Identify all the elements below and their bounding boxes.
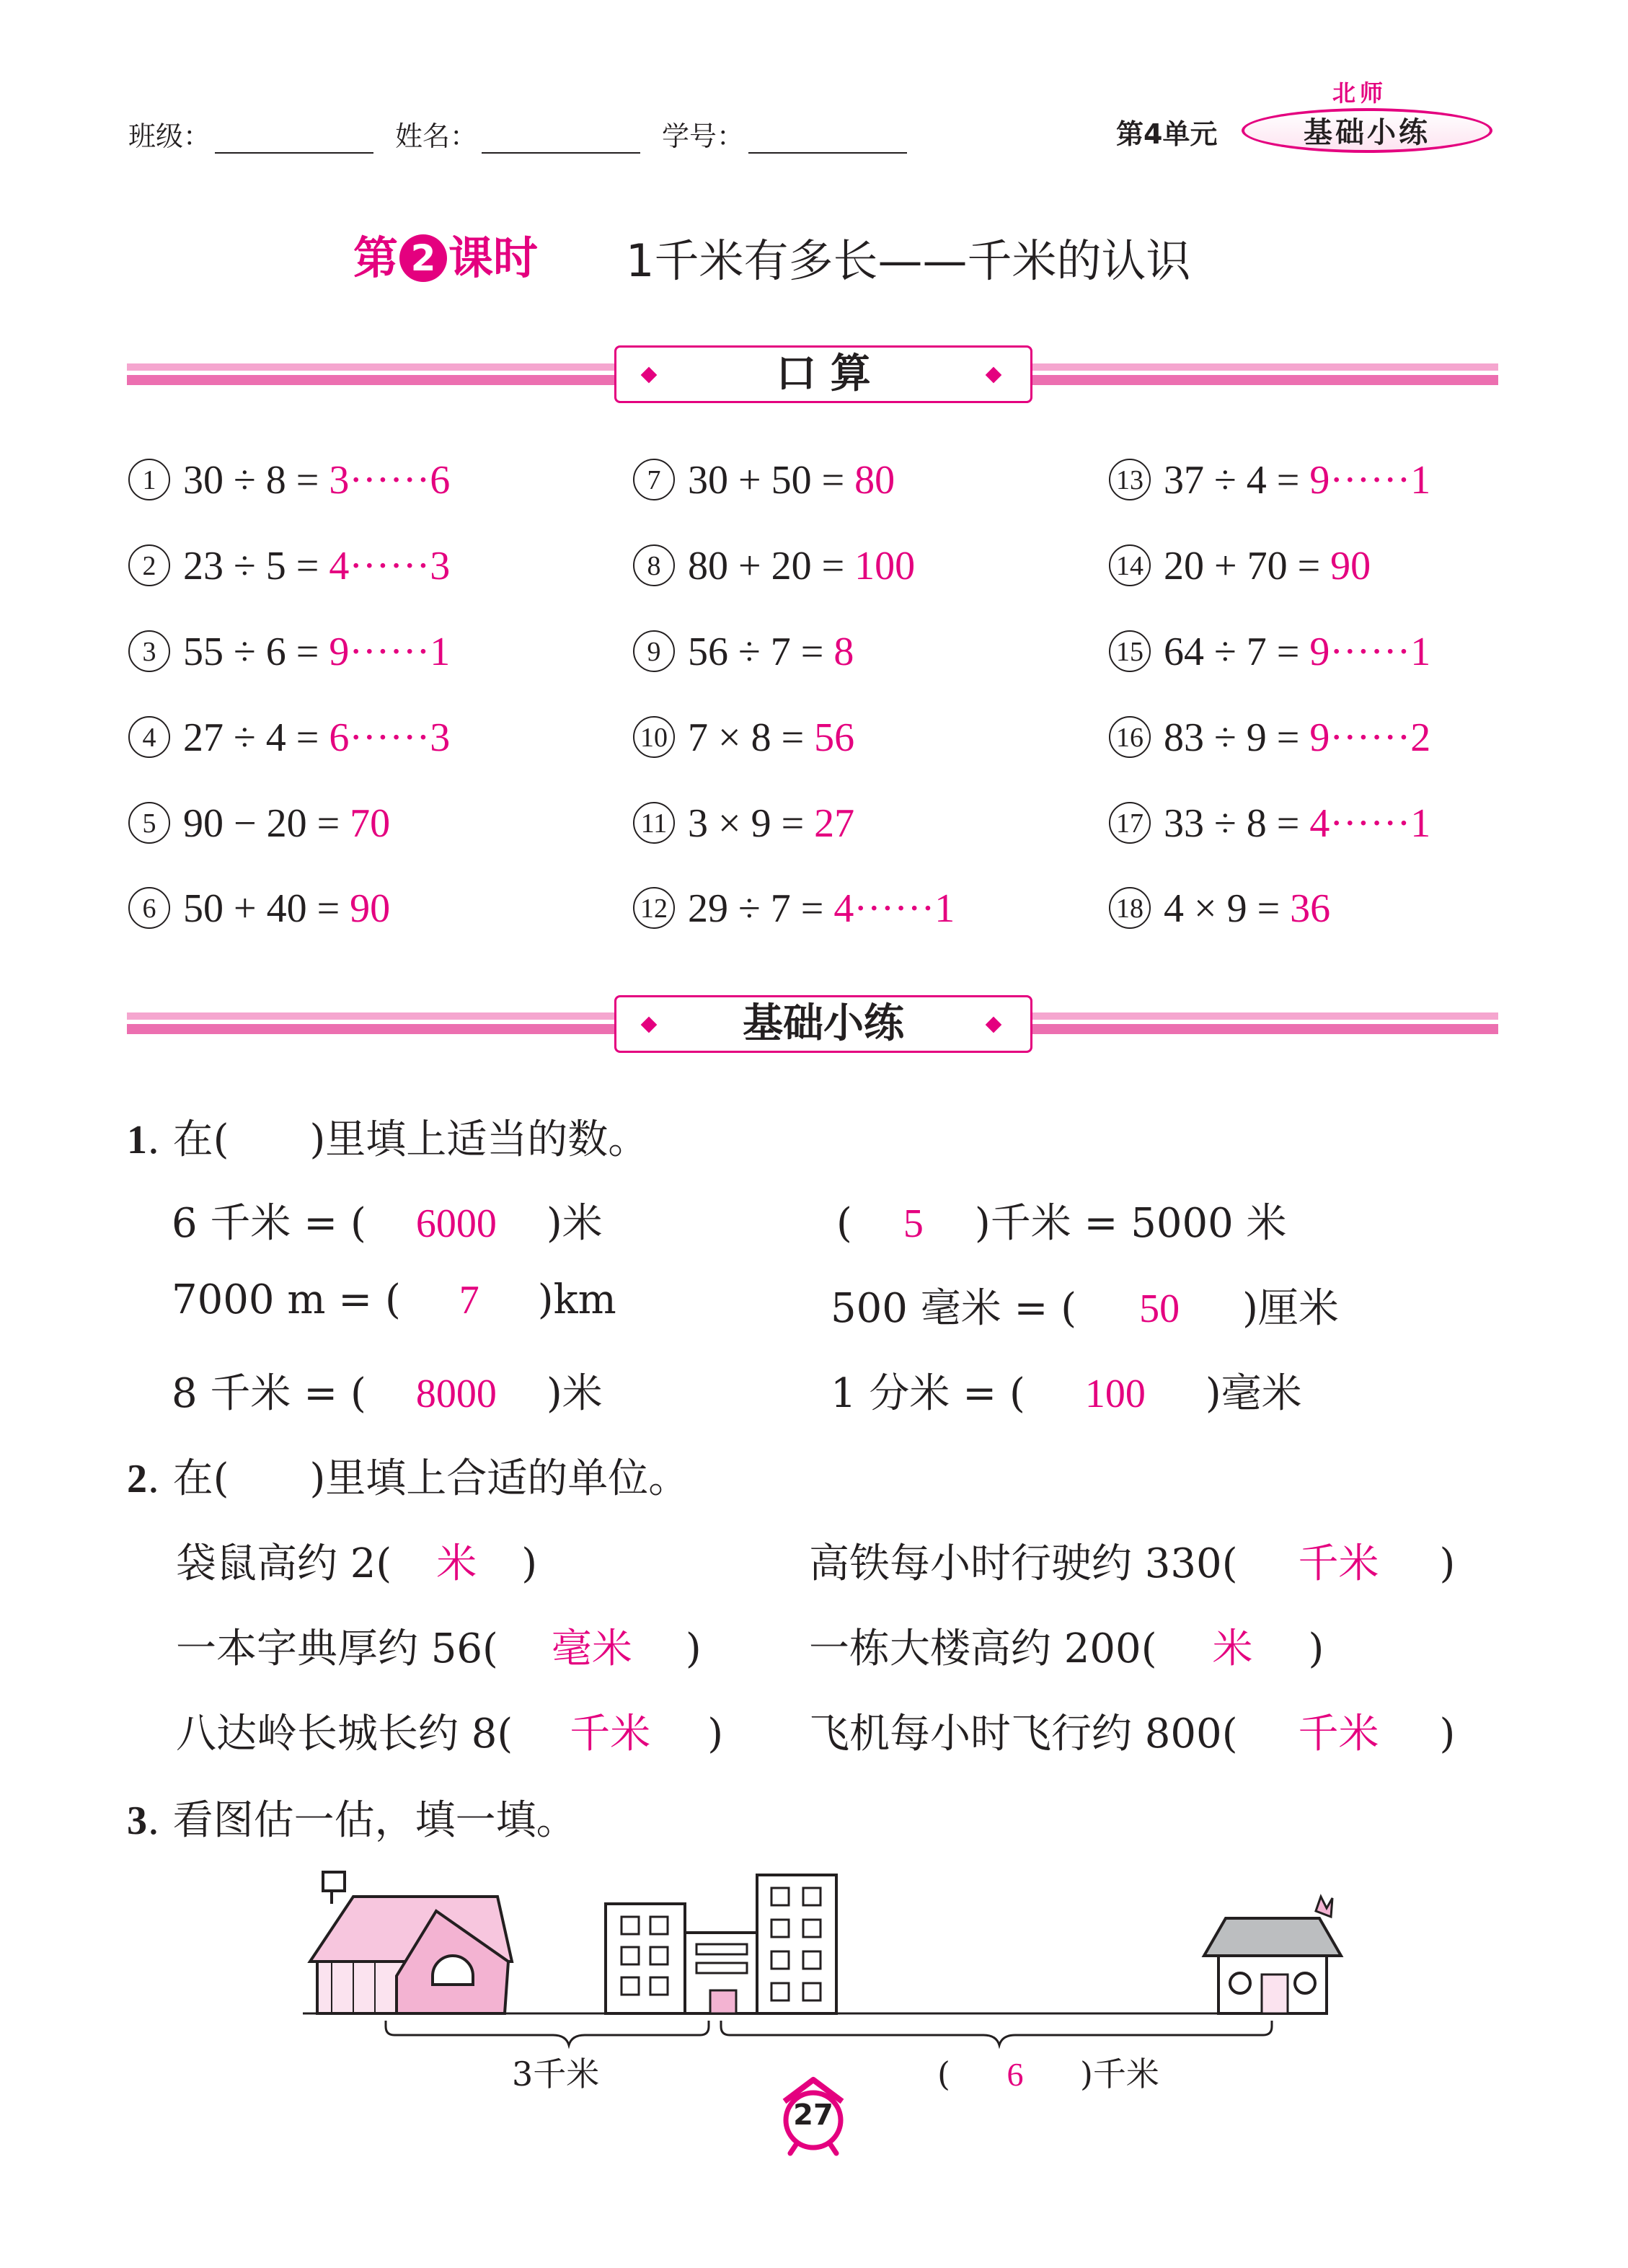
answer-blank[interactable]: 7 xyxy=(459,1278,479,1323)
oral-item-11: 11 3 × 9 = 27 xyxy=(633,800,854,847)
oral-item-9: 9 56 ÷ 7 = 8 xyxy=(633,629,854,675)
answer-blank[interactable]: 千米 xyxy=(1298,1712,1379,1757)
oral-item-16: 16 83 ÷ 9 = 9······2 xyxy=(1109,715,1430,761)
oral-item-7: 7 30 + 50 = 80 xyxy=(633,457,895,503)
oral-answer: 100 xyxy=(854,544,916,588)
answer-blank[interactable]: 毫米 xyxy=(551,1627,632,1672)
q1-item-a1: 6 千米 = ( 6000 )米 xyxy=(172,1200,603,1247)
right-brace xyxy=(721,2021,1272,2045)
oral-item-18: 18 4 × 9 = 36 xyxy=(1109,886,1330,932)
oral-answer: 36 xyxy=(1290,886,1331,931)
question-3-heading: 3. 看图估一估，填一填。 xyxy=(127,1797,577,1844)
name-field xyxy=(395,114,640,154)
student-id-field xyxy=(662,114,907,154)
oral-answer: 4······1 xyxy=(1309,801,1431,846)
class-field xyxy=(128,114,373,154)
oral-answer: 3······6 xyxy=(329,458,451,503)
oral-item-17: 17 33 ÷ 8 = 4······1 xyxy=(1109,800,1430,847)
right-distance-label: ( 6 )千米 xyxy=(937,2055,1159,2093)
class-input-line[interactable] xyxy=(215,131,373,154)
q1-item-b1: ( 5 )千米 = 5000 米 xyxy=(836,1200,1287,1247)
house-icon xyxy=(1204,1897,1341,2013)
oral-item-15: 15 64 ÷ 7 = 9······1 xyxy=(1109,629,1430,675)
left-brace xyxy=(386,2021,709,2045)
oral-answer: 4······1 xyxy=(833,886,955,931)
oral-answer: 56 xyxy=(814,715,855,760)
oral-answer: 80 xyxy=(854,458,895,503)
answer-blank[interactable]: 千米 xyxy=(570,1712,651,1757)
brand-publisher: 北师 xyxy=(1332,79,1388,107)
student-id-label: 学号： xyxy=(662,120,745,152)
oral-answer: 70 xyxy=(350,801,391,846)
q1-item-b3: 1 分米 = ( 100 )毫米 xyxy=(831,1370,1302,1417)
q1-item-a2: 7000 m = ( 7 )km xyxy=(172,1276,616,1323)
answer-blank[interactable]: 米 xyxy=(436,1542,477,1587)
section-title-oral: 口 算 xyxy=(776,350,871,397)
q2-item-b2: 一栋大楼高约 200( 米 ) xyxy=(809,1617,1324,1674)
oral-answer: 8 xyxy=(833,630,854,674)
question-2-heading: 2. 在( )里填上合适的单位。 xyxy=(127,1455,689,1502)
section-banner-oral xyxy=(614,345,1032,403)
oral-answer: 27 xyxy=(814,801,855,846)
answer-blank[interactable]: 米 xyxy=(1212,1627,1253,1672)
buildings-icon xyxy=(606,1875,836,2013)
answer-blank[interactable]: 6000 xyxy=(415,1201,497,1246)
section-banner-practice xyxy=(614,995,1032,1053)
oral-item-8: 8 80 + 20 = 100 xyxy=(633,543,915,589)
q2-item-b1: 高铁每小时行驶约 330( 千米 ) xyxy=(809,1532,1455,1589)
brand-name: 基础小练 xyxy=(1304,116,1430,149)
student-id-input-line[interactable] xyxy=(748,131,907,154)
lesson-prefix: 第 xyxy=(353,231,399,284)
lesson-number: 2 xyxy=(399,234,447,282)
cottage-icon xyxy=(310,1872,512,2013)
lesson-suffix: 课时 xyxy=(448,231,539,284)
oral-answer: 9······1 xyxy=(1309,458,1431,503)
q2-item-a1: 袋鼠高约 2( 米 ) xyxy=(176,1532,537,1589)
q1-item-a3: 8 千米 = ( 8000 )米 xyxy=(172,1370,603,1417)
answer-blank[interactable]: 5 xyxy=(903,1201,924,1246)
oral-answer: 4······3 xyxy=(329,544,451,588)
left-distance-label: 3千米 xyxy=(512,2055,600,2093)
lesson-badge xyxy=(353,222,538,286)
oral-answer: 9······1 xyxy=(1309,630,1431,674)
oral-answer: 9······2 xyxy=(1309,715,1431,760)
oral-answer: 90 xyxy=(350,886,391,931)
section-title-practice: 基础小练 xyxy=(743,1000,904,1047)
unit-label: 第4单元 xyxy=(1116,118,1218,150)
oral-item-5: 5 90 − 20 = 70 xyxy=(128,800,390,847)
oral-item-12: 12 29 ÷ 7 = 4······1 xyxy=(633,886,955,932)
oral-item-6: 6 50 + 40 = 90 xyxy=(128,886,390,932)
answer-blank[interactable]: 100 xyxy=(1084,1372,1146,1416)
oral-answer: 9······1 xyxy=(329,630,451,674)
distance-illustration xyxy=(288,1853,1384,2070)
question-1-heading: 1. 在( )里填上适当的数。 xyxy=(127,1116,649,1163)
oral-answer: 6······3 xyxy=(329,715,451,760)
oral-item-3: 3 55 ÷ 6 = 9······1 xyxy=(128,629,450,675)
class-label: 班级： xyxy=(128,120,211,152)
q2-item-a3: 八达岭长城长约 8( 千米 ) xyxy=(176,1702,723,1760)
oral-item-4: 4 27 ÷ 4 = 6······3 xyxy=(128,715,450,761)
oral-item-13: 13 37 ÷ 4 = 9······1 xyxy=(1109,457,1430,503)
q2-item-a2: 一本字典厚约 56( 毫米 ) xyxy=(176,1617,702,1674)
page-title: 1千米有多长——千米的认识 xyxy=(626,234,1191,287)
answer-blank[interactable]: 50 xyxy=(1139,1287,1180,1331)
q1-item-b2: 500 毫米 = ( 50 )厘米 xyxy=(831,1285,1339,1332)
oral-item-2: 2 23 ÷ 5 = 4······3 xyxy=(128,543,450,589)
name-label: 姓名： xyxy=(395,120,478,152)
oral-item-1: 1 30 ÷ 8 = 3······6 xyxy=(128,457,450,503)
answer-blank[interactable]: 千米 xyxy=(1298,1542,1379,1587)
oral-item-14: 14 20 + 70 = 90 xyxy=(1109,543,1371,589)
page-number: 27 xyxy=(793,2099,833,2132)
oral-item-10: 10 7 × 8 = 56 xyxy=(633,715,854,761)
answer-blank[interactable]: 8000 xyxy=(415,1372,497,1416)
answer-blank[interactable]: 6 xyxy=(1007,2056,1024,2093)
name-input-line[interactable] xyxy=(482,131,640,154)
q2-item-b3: 飞机每小时飞行约 800( 千米 ) xyxy=(809,1702,1455,1760)
oral-answer: 90 xyxy=(1330,544,1371,588)
